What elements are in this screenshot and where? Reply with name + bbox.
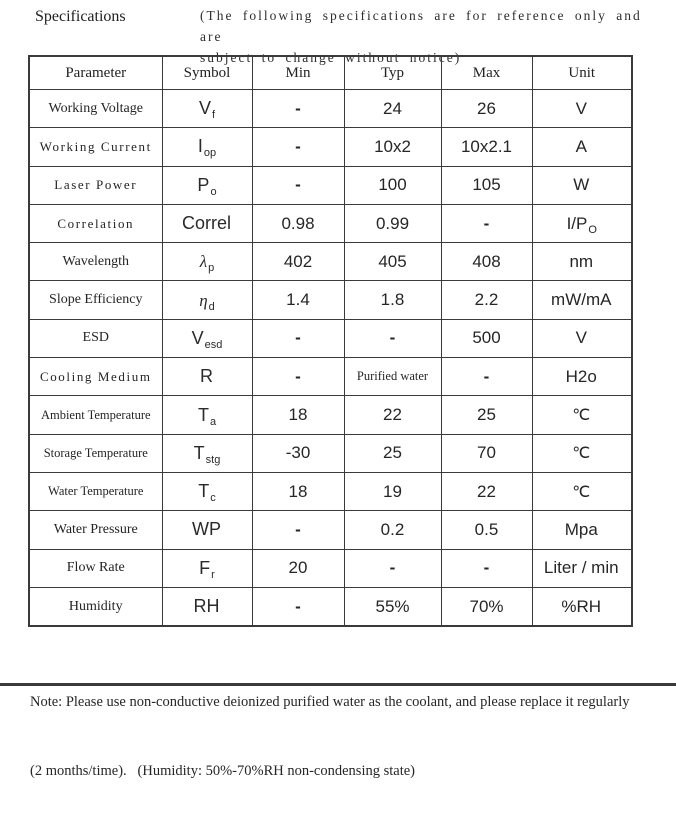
table-row bbox=[29, 166, 632, 204]
symbol-cell bbox=[162, 90, 252, 128]
min-value-cell: 0.98 bbox=[252, 204, 344, 242]
max-value-cell: 26 bbox=[441, 90, 532, 128]
parameter-cell: Storage Temperature bbox=[29, 434, 162, 472]
unit-main: nm bbox=[569, 251, 594, 271]
column-header-unit: Unit bbox=[532, 56, 632, 90]
symbol-main: T bbox=[198, 481, 210, 502]
min-value-cell: - bbox=[252, 587, 344, 626]
table-row bbox=[29, 358, 632, 396]
symbol-cell bbox=[162, 128, 252, 166]
typ-value-cell: 22 bbox=[344, 396, 441, 434]
footer-note bbox=[30, 645, 660, 829]
symbol-main: T bbox=[197, 404, 209, 425]
note-line-1: Note: Please use non-conductive deionized purified water as the coolant, and please replace it regularly bbox=[30, 694, 630, 710]
max-value-cell: 70% bbox=[441, 587, 532, 626]
unit-main: H2o bbox=[565, 366, 597, 386]
parameter-cell: Working Current bbox=[29, 128, 162, 166]
unit-main: V bbox=[575, 328, 587, 348]
unit-main: mW/mA bbox=[551, 290, 612, 310]
symbol-main: T bbox=[193, 442, 205, 463]
unit-main: ℃ bbox=[572, 445, 591, 463]
column-header-min: Min bbox=[252, 56, 344, 90]
unit-main: ℃ bbox=[572, 407, 591, 425]
column-header-symbol: Symbol bbox=[162, 56, 252, 90]
typ-value-cell: 24 bbox=[344, 90, 441, 128]
symbol-main: R bbox=[200, 366, 213, 387]
parameter-cell: Cooling Medium bbox=[29, 358, 162, 396]
symbol-cell bbox=[162, 281, 252, 319]
table-row bbox=[29, 396, 632, 434]
typ-value-cell: 0.99 bbox=[344, 204, 441, 242]
column-header-parameter: Parameter bbox=[29, 56, 162, 90]
symbol-cell bbox=[162, 511, 252, 549]
parameter-cell: Working Voltage bbox=[29, 90, 162, 128]
typ-value-cell: 100 bbox=[344, 166, 441, 204]
table-header-row bbox=[29, 56, 632, 90]
unit-main: A bbox=[575, 136, 587, 156]
table-row bbox=[29, 549, 632, 587]
parameter-cell: Flow Rate bbox=[29, 549, 162, 587]
max-value-cell: 10x2.1 bbox=[441, 128, 532, 166]
parameter-cell: Water Temperature bbox=[29, 472, 162, 510]
symbol-main: V bbox=[198, 98, 211, 119]
max-value-cell: 105 bbox=[441, 166, 532, 204]
unit-cell bbox=[532, 90, 632, 128]
table-row bbox=[29, 204, 632, 242]
parameter-cell: Ambient Temperature bbox=[29, 396, 162, 434]
unit-main: W bbox=[573, 175, 590, 195]
max-value-cell: 70 bbox=[441, 434, 532, 472]
min-value-cell: - bbox=[252, 511, 344, 549]
table-row bbox=[29, 472, 632, 510]
unit-cell bbox=[532, 587, 632, 626]
table-row bbox=[29, 243, 632, 281]
typ-value-cell: 0.2 bbox=[344, 511, 441, 549]
typ-value-cell: - bbox=[344, 549, 441, 587]
max-value-cell: - bbox=[441, 358, 532, 396]
unit-cell bbox=[532, 319, 632, 357]
unit-main: ℃ bbox=[572, 483, 591, 501]
unit-cell bbox=[532, 128, 632, 166]
symbol-cell bbox=[162, 587, 252, 626]
symbol-cell bbox=[162, 549, 252, 587]
max-value-cell: 500 bbox=[441, 319, 532, 357]
typ-value-cell: 405 bbox=[344, 243, 441, 281]
unit-main: V bbox=[575, 98, 587, 118]
max-value-cell: 408 bbox=[441, 243, 532, 281]
min-value-cell: - bbox=[252, 319, 344, 357]
unit-main: %RH bbox=[561, 596, 602, 616]
symbol-main: Correl bbox=[181, 213, 231, 234]
parameter-cell: Slope Efficiency bbox=[29, 281, 162, 319]
symbol-subscript: r bbox=[211, 568, 215, 581]
symbol-cell bbox=[162, 204, 252, 242]
symbol-subscript: d bbox=[208, 300, 215, 313]
symbol-subscript: f bbox=[211, 109, 216, 122]
unit-cell bbox=[532, 243, 632, 281]
min-value-cell: - bbox=[252, 358, 344, 396]
typ-value-cell: 1.8 bbox=[344, 281, 441, 319]
table-row bbox=[29, 319, 632, 357]
unit-cell bbox=[532, 434, 632, 472]
table-row bbox=[29, 90, 632, 128]
column-header-typ: Typ bbox=[344, 56, 441, 90]
typ-value-cell: - bbox=[344, 319, 441, 357]
symbol-subscript: a bbox=[209, 415, 217, 428]
disclaimer-line-2: subject to change without notice) bbox=[200, 50, 462, 65]
max-value-cell: 0.5 bbox=[441, 511, 532, 549]
table-row bbox=[29, 281, 632, 319]
symbol-subscript: esd bbox=[204, 338, 223, 351]
symbol-main: F bbox=[199, 557, 211, 578]
symbol-subscript: c bbox=[210, 492, 216, 505]
table-row bbox=[29, 511, 632, 549]
symbol-cell bbox=[162, 166, 252, 204]
symbol-cell bbox=[162, 434, 252, 472]
min-value-cell: 1.4 bbox=[252, 281, 344, 319]
typ-value-cell: 10x2 bbox=[344, 128, 441, 166]
note-line-2: (2 months/time). (Humidity: 50%-70%RH non-condensing state) bbox=[30, 763, 416, 779]
disclaimer-line-1: (The following specifications are for reference only and are bbox=[200, 8, 642, 44]
parameter-cell: Water Pressure bbox=[29, 511, 162, 549]
typ-value-cell: 19 bbox=[344, 472, 441, 510]
symbol-cell bbox=[162, 243, 252, 281]
page-title: Specifications bbox=[35, 8, 126, 25]
unit-cell bbox=[532, 358, 632, 396]
unit-main: I/P bbox=[566, 213, 588, 233]
unit-cell bbox=[532, 549, 632, 587]
typ-value-cell: Purified water bbox=[344, 358, 441, 396]
symbol-main: η bbox=[199, 290, 208, 310]
symbol-subscript: o bbox=[210, 185, 217, 198]
max-value-cell: - bbox=[441, 204, 532, 242]
max-value-cell: - bbox=[441, 549, 532, 587]
column-header-max: Max bbox=[441, 56, 532, 90]
symbol-main: RH bbox=[193, 596, 220, 616]
symbol-main: P bbox=[197, 174, 210, 195]
max-value-cell: 2.2 bbox=[441, 281, 532, 319]
symbol-cell bbox=[162, 319, 252, 357]
bottom-divider bbox=[0, 683, 676, 686]
min-value-cell: - bbox=[252, 166, 344, 204]
typ-value-cell: 55% bbox=[344, 587, 441, 626]
symbol-cell bbox=[162, 396, 252, 434]
parameter-cell: Humidity bbox=[29, 587, 162, 626]
unit-cell bbox=[532, 472, 632, 510]
table-row bbox=[29, 128, 632, 166]
symbol-main: I bbox=[197, 136, 203, 157]
parameter-cell: ESD bbox=[29, 319, 162, 357]
symbol-subscript: p bbox=[208, 262, 215, 275]
parameter-cell: Correlation bbox=[29, 204, 162, 242]
parameter-cell: Laser Power bbox=[29, 166, 162, 204]
min-value-cell: 18 bbox=[252, 472, 344, 510]
unit-subscript: O bbox=[588, 223, 597, 236]
symbol-cell bbox=[162, 358, 252, 396]
min-value-cell: 18 bbox=[252, 396, 344, 434]
symbol-cell bbox=[162, 472, 252, 510]
min-value-cell: - bbox=[252, 128, 344, 166]
symbol-main: V bbox=[191, 327, 204, 348]
unit-cell bbox=[532, 396, 632, 434]
max-value-cell: 22 bbox=[441, 472, 532, 510]
min-value-cell: 402 bbox=[252, 243, 344, 281]
min-value-cell: 20 bbox=[252, 549, 344, 587]
unit-cell bbox=[532, 511, 632, 549]
symbol-main: λ bbox=[199, 252, 208, 272]
min-value-cell: - bbox=[252, 90, 344, 128]
max-value-cell: 25 bbox=[441, 396, 532, 434]
symbol-subscript: op bbox=[203, 147, 217, 160]
symbol-main: WP bbox=[192, 519, 221, 540]
unit-cell bbox=[532, 166, 632, 204]
typ-value-cell: 25 bbox=[344, 434, 441, 472]
parameter-cell: Wavelength bbox=[29, 243, 162, 281]
unit-cell bbox=[532, 204, 632, 242]
min-value-cell: -30 bbox=[252, 434, 344, 472]
table-row bbox=[29, 434, 632, 472]
unit-main: Mpa bbox=[564, 519, 598, 539]
unit-cell bbox=[532, 281, 632, 319]
unit-main: Liter / min bbox=[543, 558, 619, 578]
spec-table-body bbox=[29, 90, 632, 627]
table-row bbox=[29, 587, 632, 626]
specifications-table bbox=[28, 55, 633, 627]
symbol-subscript: stg bbox=[205, 453, 221, 466]
